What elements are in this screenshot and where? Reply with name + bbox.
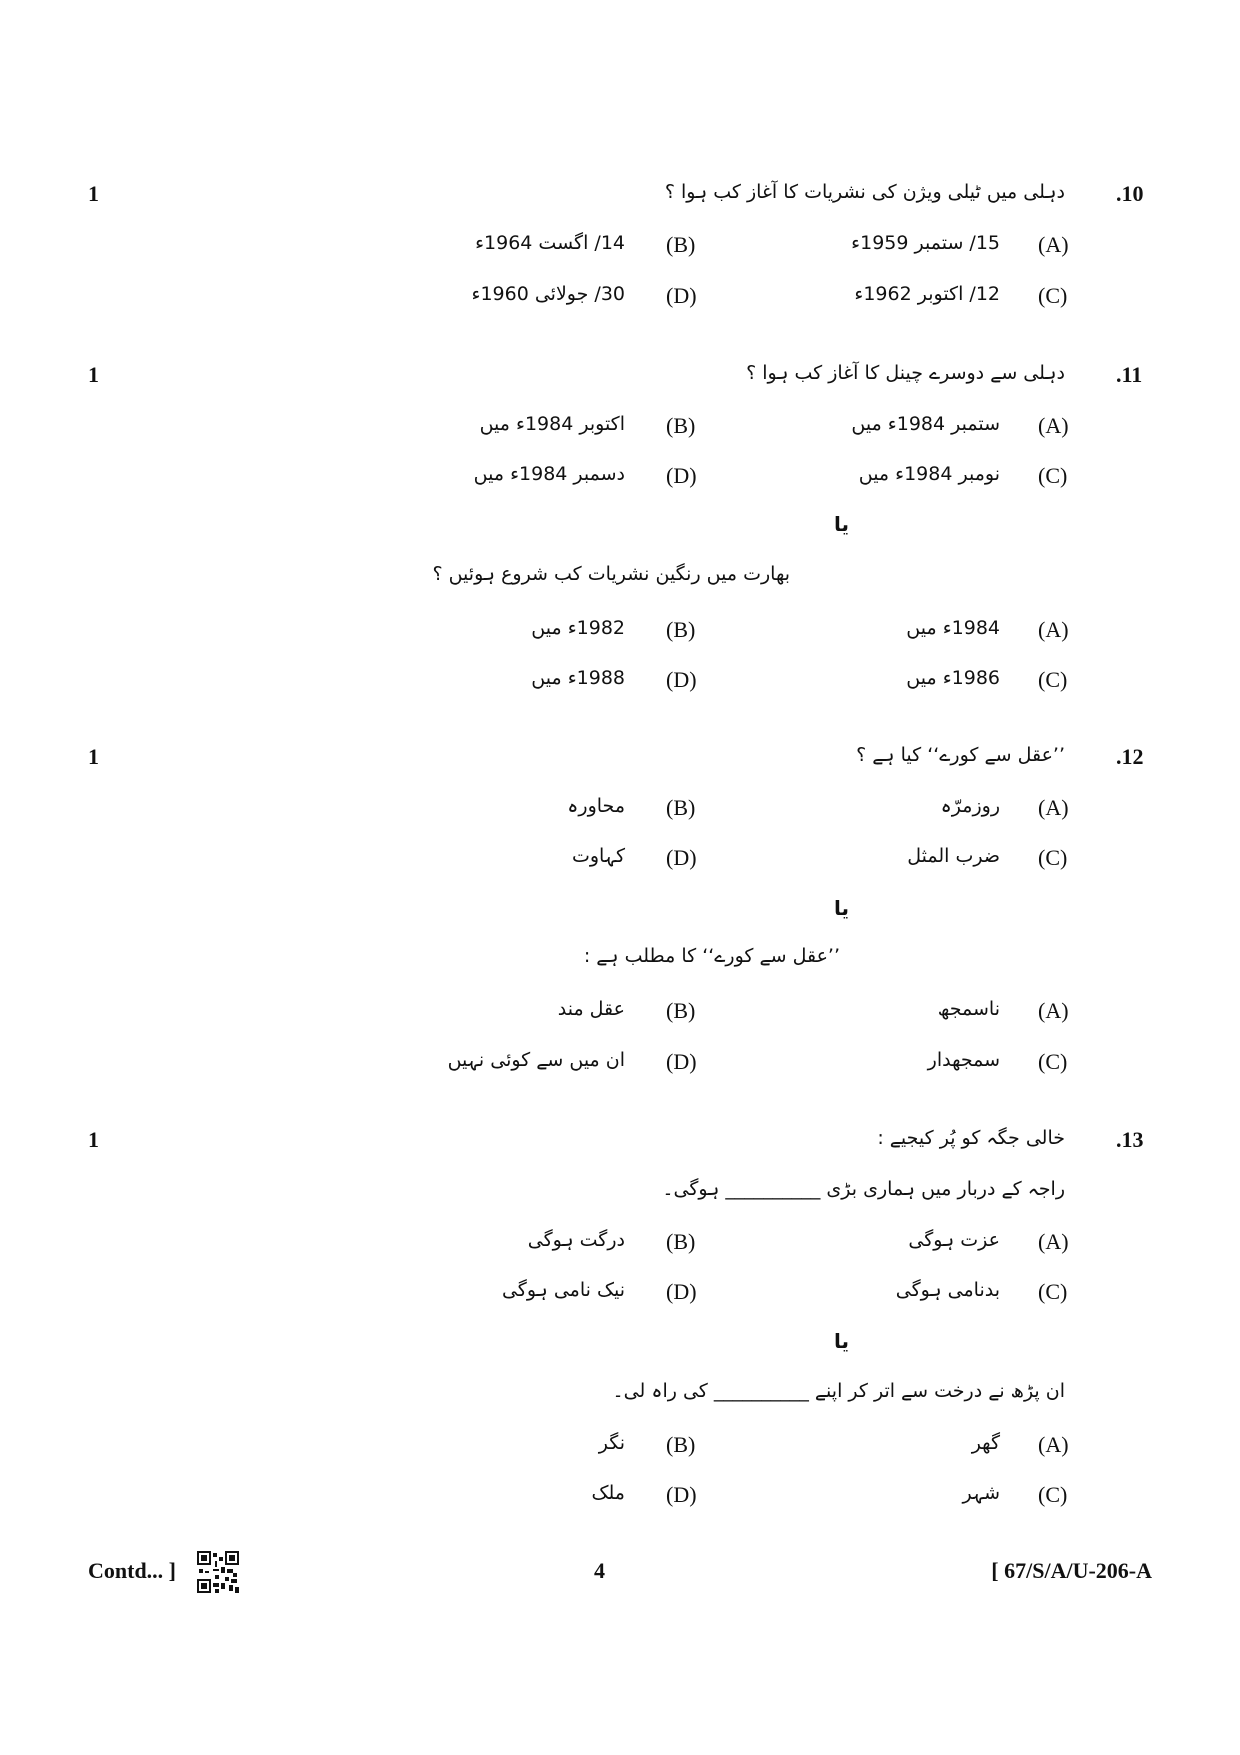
q12-option-a-label: (A) <box>1038 795 1069 820</box>
question-12-number: .12 <box>1116 744 1144 769</box>
q13-alt-option-c-text: شہر <box>962 1482 1000 1504</box>
q12-alt-option-d-text: ان میں سے کوئی نہیں <box>447 1049 625 1071</box>
question-11-number: .11 <box>1116 362 1143 387</box>
q10-option-b-text: 14/ اگست 1964ء <box>475 232 625 254</box>
q13-alt-option-c-label: (C) <box>1038 1482 1068 1507</box>
q10-option-c-label: (C) <box>1038 283 1068 308</box>
footer-contd: Contd... ] <box>88 1558 177 1583</box>
q11-alt-option-d-text: 1988ء میں <box>531 667 625 689</box>
question-12-text: ’’عقل سے کورے‘‘ کیا ہے ؟ <box>856 744 1065 766</box>
q13-option-b-text: درگت ہوگی <box>527 1229 625 1251</box>
q13-option-d-text: نیک نامی ہوگی <box>501 1279 625 1301</box>
q11-option-d-text: دسمبر 1984ء میں <box>473 463 625 485</box>
q13-alt-option-b-text: نگر <box>598 1432 625 1454</box>
q13-alt-option-d-label: (D) <box>666 1482 697 1507</box>
question-13-number: .13 <box>1116 1127 1144 1152</box>
q11-alt-option-b-text: 1982ء میں <box>531 617 625 639</box>
q13-or-divider: یا <box>834 1329 850 1353</box>
q12-alt-option-d-label: (D) <box>666 1049 697 1074</box>
q11-alt-option-c-label: (C) <box>1038 667 1068 692</box>
q11-alt-option-c-text: 1986ء میں <box>906 667 1000 689</box>
q12-alt-option-b-label: (B) <box>666 998 696 1023</box>
q12-option-d-label: (D) <box>666 845 697 870</box>
q13-sentence: راجہ کے دربار میں ہماری بڑی __________ ہوگی۔ <box>662 1178 1065 1200</box>
q10-option-d-label: (D) <box>666 283 697 308</box>
q13-option-a-label: (A) <box>1038 1229 1069 1254</box>
q12-alt-option-c-label: (C) <box>1038 1049 1068 1074</box>
q12-option-a-text: روزمرّہ <box>940 795 1000 817</box>
question-12-marks: 1 <box>88 744 99 769</box>
q12-or-divider: یا <box>834 896 850 920</box>
q11-alt-option-a-label: (A) <box>1038 617 1069 642</box>
q12-option-b-text: محاورہ <box>567 795 625 817</box>
q10-option-b-label: (B) <box>666 232 696 257</box>
q13-alt-option-a-label: (A) <box>1038 1432 1069 1457</box>
q11-option-b-label: (B) <box>666 413 696 438</box>
q13-alt-option-a-text: گھر <box>971 1432 1000 1454</box>
q11-option-b-text: اکتوبر 1984ء میں <box>479 413 625 435</box>
question-10-marks: 1 <box>88 181 99 206</box>
question-13-marks: 1 <box>88 1127 99 1152</box>
question-11-text: دہلی سے دوسرے چینل کا آغاز کب ہوا ؟ <box>746 362 1065 384</box>
q10-option-c-text: 12/ اکتوبر 1962ء <box>854 283 1000 305</box>
q11-option-d-label: (D) <box>666 463 697 488</box>
footer-code: [ 67/S/A/U-206-A <box>991 1558 1152 1583</box>
q11-option-c-text: نومبر 1984ء میں <box>858 463 1000 485</box>
q13-alt-option-b-label: (B) <box>666 1432 696 1457</box>
question-10-text: دہلی میں ٹیلی ویژن کی نشریات کا آغاز کب ہوا ؟ <box>664 181 1065 203</box>
q12-option-d-text: کہاوت <box>571 845 625 867</box>
q11-alt-option-d-label: (D) <box>666 667 697 692</box>
q12-alt-option-a-label: (A) <box>1038 998 1069 1023</box>
q10-option-a-label: (A) <box>1038 232 1069 257</box>
q13-alt-sentence: ان پڑھ نے درخت سے اتر کر اپنے __________ کی راہ لی۔ <box>612 1380 1065 1402</box>
q13-option-c-text: بدنامی ہوگی <box>895 1279 1000 1301</box>
q12-option-c-text: ضرب المثل <box>907 845 1000 867</box>
q10-option-d-text: 30/ جولائی 1960ء <box>471 283 625 305</box>
q11-option-a-label: (A) <box>1038 413 1069 438</box>
q11-alt-text: بھارت میں رنگین نشریات کب شروع ہوئیں ؟ <box>432 563 790 585</box>
q11-alt-option-a-text: 1984ء میں <box>906 617 1000 639</box>
qr-code-icon <box>197 1551 239 1593</box>
q11-option-a-text: ستمبر 1984ء میں <box>851 413 1000 435</box>
q13-alt-option-d-text: ملک <box>591 1482 625 1504</box>
q12-option-b-label: (B) <box>666 795 696 820</box>
q13-option-a-text: عزت ہوگی <box>908 1229 1000 1251</box>
q13-option-d-label: (D) <box>666 1279 697 1304</box>
q12-alt-option-a-text: ناسمجھ <box>937 998 1000 1020</box>
q12-alt-option-c-text: سمجھدار <box>927 1049 1000 1071</box>
question-10-number: .10 <box>1116 181 1144 206</box>
q10-option-a-text: 15/ ستمبر 1959ء <box>851 232 1000 254</box>
q11-option-c-label: (C) <box>1038 463 1068 488</box>
q11-or-divider: یا <box>834 512 850 536</box>
question-11-marks: 1 <box>88 362 99 387</box>
q12-alt-option-b-text: عقل مند <box>557 998 625 1020</box>
question-13-text: خالی جگہ کو پُر کیجیے : <box>877 1127 1065 1149</box>
q12-alt-text: ’’عقل سے کورے‘‘ کا مطلب ہے : <box>583 945 840 967</box>
q12-option-c-label: (C) <box>1038 845 1068 870</box>
q11-alt-option-b-label: (B) <box>666 617 696 642</box>
footer-page-number: 4 <box>594 1558 605 1583</box>
q13-option-b-label: (B) <box>666 1229 696 1254</box>
q13-option-c-label: (C) <box>1038 1279 1068 1304</box>
